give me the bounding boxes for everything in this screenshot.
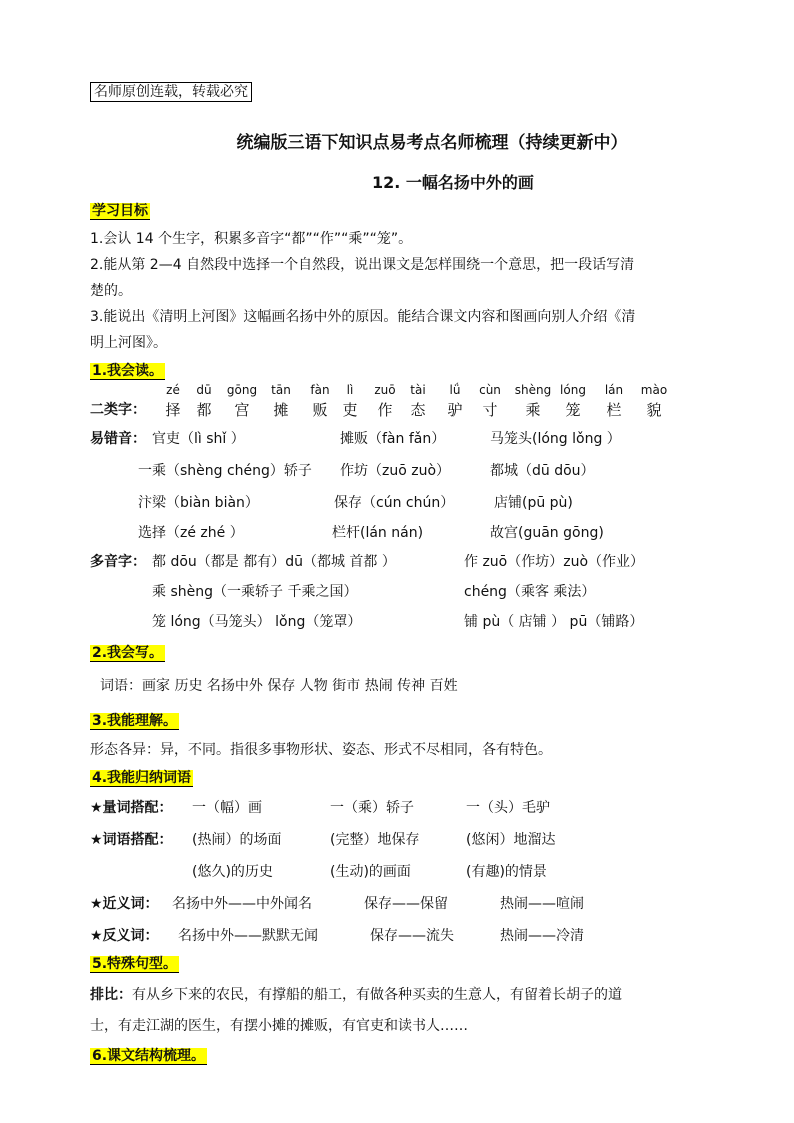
- pinyin-char-row: [0, 383, 794, 419]
- goal-line: 3.能说出《清明上河图》这幅画名扬中外的原因。能结合课文内容和图画向别人介绍《清: [90, 309, 636, 325]
- pinyin: dū: [196, 383, 212, 397]
- confusing-item: 一乘（shèng chéng）轿子: [138, 463, 312, 479]
- polyphone-item: 铺 pù（ 店铺 ） pū（铺路）: [464, 614, 644, 630]
- pinyin: shèng: [514, 383, 552, 397]
- goal-line: 1.会认 14 个生字，积累多音字“都”“作”“乘”“笼”。: [90, 231, 413, 247]
- pinyin: zé: [166, 383, 180, 397]
- collocation-item: (有趣)的情景: [466, 864, 547, 880]
- collocation-item: (完整）地保存: [330, 832, 420, 848]
- goal-line: 2.能从第 2—4 自然段中选择一个自然段，说出课文是怎样围绕一个意思，把一段话写清: [90, 257, 635, 273]
- lesson-title: 12. 一幅名扬中外的画: [372, 173, 534, 192]
- character: 驴: [447, 401, 463, 419]
- character: 寸: [482, 401, 498, 419]
- structure-heading: 6.课文结构梳理。: [92, 1048, 206, 1064]
- character: 宫: [234, 401, 250, 419]
- pinyin: tài: [410, 383, 426, 397]
- pinyin: tān: [271, 383, 291, 397]
- confusing-item: 作坊（zuō zuò）: [340, 463, 451, 479]
- confusing-item: 官吏（lì shǐ ）: [152, 431, 245, 447]
- confusing-item: 保存（cún chún）: [334, 495, 455, 511]
- goal-line: 明上河图》。: [90, 335, 167, 351]
- polyphone-item: 笼 lóng（马笼头） lǒng（笼罩）: [152, 614, 362, 630]
- character: 择: [165, 401, 181, 419]
- collocation-item: (生动)的画面: [330, 864, 411, 880]
- confusing-item: 故宫(guān gōng): [490, 525, 604, 541]
- polyphone-item: 作 zuō（作坊）zuò（作业）: [464, 554, 645, 570]
- read-heading: 1.我会读。: [92, 363, 164, 379]
- antonym-label: ★反义词：: [90, 928, 159, 944]
- antonym-item: 热闹——冷清: [500, 928, 584, 944]
- pinyin: fàn: [310, 383, 330, 397]
- pinyin: mào: [640, 383, 668, 397]
- measure-item: 一（幅）画: [192, 800, 262, 816]
- character: 贩: [312, 401, 328, 419]
- pinyin: lì: [346, 383, 354, 397]
- character: 态: [410, 401, 426, 419]
- polyphone-item: chéng（乘客 乘法）: [464, 584, 596, 600]
- collocation-item: (热闹）的场面: [192, 832, 282, 848]
- measure-item: 一（头）毛驴: [466, 800, 550, 816]
- goals-heading: 学习目标: [92, 203, 148, 219]
- pinyin: lóng: [560, 383, 586, 397]
- confusing-item: 马笼头(lóng lǒng ）: [490, 431, 621, 447]
- parallelism-line: 排比：有从乡下来的农民，有撑船的船工，有做各种买卖的生意人，有留着长胡子的道: [90, 987, 622, 1003]
- measure-item: 一（乘）轿子: [330, 800, 414, 816]
- pinyin: cùn: [479, 383, 501, 397]
- page-title: 统编版三语下知识点易考点名师梳理（持续更新中）: [236, 133, 628, 153]
- character: 貌: [646, 401, 662, 419]
- character: 都: [196, 401, 212, 419]
- pinyin: lǘ: [449, 383, 461, 397]
- polyphone-item: 乘 shèng（一乘轿子 千乘之国）: [152, 584, 358, 600]
- write-heading: 2.我会写。: [92, 645, 164, 661]
- confusing-item: 栏杆(lán nán): [332, 525, 424, 541]
- confusing-item: 店铺(pū pù): [494, 495, 573, 511]
- character: 乘: [525, 401, 541, 419]
- confusing-item: 摊贩（fàn fǎn）: [340, 431, 446, 447]
- character: 作: [377, 401, 393, 419]
- character: 摊: [273, 401, 289, 419]
- character: 吏: [342, 401, 358, 419]
- measure-label: ★量词搭配：: [90, 800, 173, 816]
- goal-line: 楚的。: [90, 283, 132, 299]
- second-class-label: 二类字：: [90, 402, 146, 418]
- pinyin: lán: [604, 383, 624, 397]
- words-heading: 4.我能归纳词语: [92, 770, 192, 786]
- parallelism-line: 士，有走江湖的医生，有摆小摊的摊贩，有官吏和读书人……: [90, 1018, 468, 1034]
- pinyin: gōng: [226, 383, 258, 397]
- copyright-notice: 名师原创连载，转载必究: [90, 82, 252, 102]
- understand-heading: 3.我能理解。: [92, 713, 178, 729]
- collocation-label: ★词语搭配：: [90, 832, 173, 848]
- confusing-item: 都城（dū dōu）: [490, 463, 595, 479]
- polyphone-label: 多音字：: [90, 554, 146, 570]
- synonym-item: 名扬中外——中外闻名: [172, 896, 312, 912]
- understand-text: 形态各异：异，不同。指很多事物形状、姿态、形式不尽相同，各有特色。: [90, 742, 552, 758]
- antonym-item: 保存——流失: [370, 928, 454, 944]
- character: 笼: [565, 401, 581, 419]
- collocation-item: (悠久)的历史: [192, 864, 273, 880]
- polyphone-item: 都 dōu（都是 都有）dū（都城 首都 ）: [152, 554, 396, 570]
- character: 栏: [606, 401, 622, 419]
- confusing-item: 选择（zé zhé ）: [138, 525, 244, 541]
- antonym-item: 名扬中外——默默无闻: [178, 928, 318, 944]
- synonym-item: 热闹——喧闹: [500, 896, 584, 912]
- collocation-item: (悠闲）地溜达: [466, 832, 556, 848]
- confusing-label: 易错音：: [90, 431, 146, 447]
- synonym-item: 保存——保留: [364, 896, 448, 912]
- sentence-heading: 5.特殊句型。: [92, 956, 178, 972]
- write-words: 词语：画家 历史 名扬中外 保存 人物 街市 热闹 传神 百姓: [100, 678, 458, 694]
- synonym-label: ★近义词：: [90, 896, 159, 912]
- confusing-item: 汴梁（biàn biàn）: [138, 495, 259, 511]
- pinyin: zuō: [374, 383, 396, 397]
